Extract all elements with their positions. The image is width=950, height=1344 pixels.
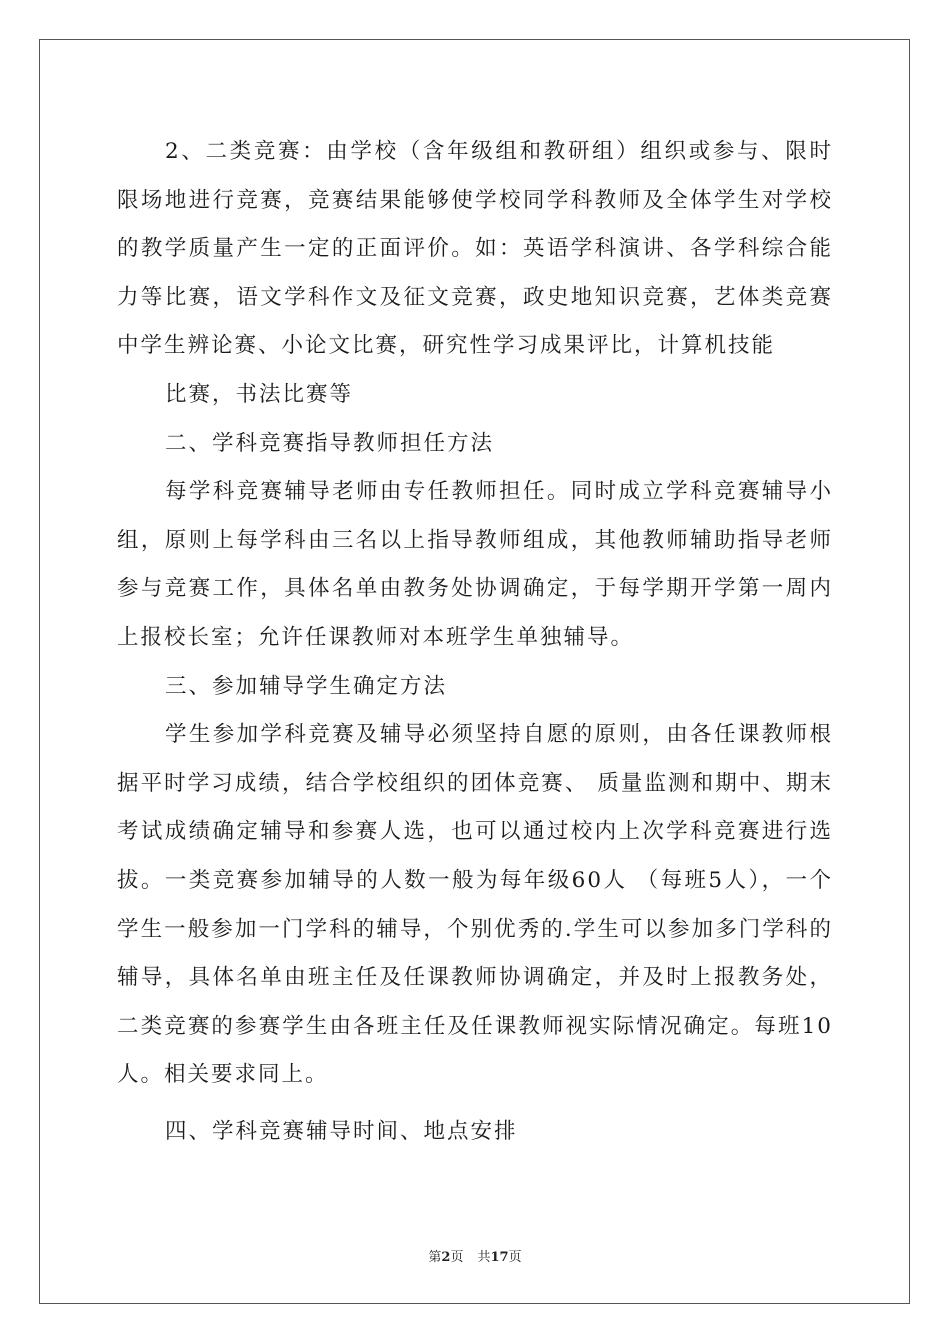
document-body — [117, 128, 833, 1156]
paragraph-student-selection: 学生参加学科竞赛及辅导必须坚持自愿的原则，由各任课教师根据平时学习成绩，结合学校组织的团体竞赛、 质量监测和期中、期末考试成绩确定辅导和参赛人选，也可以通过校内上次学科竞赛进行选拔。一类竞赛参加辅导的人数一般为每年级60人 （每班5人），一个学生一般参加一门学科的辅导，个别优秀的.学生可以参加多门学科的辅导，具体名单由班主任及任课教师协调确定，并及时上报教务处，二类竞赛的参赛学生由各班主任及任课教师视实际情况确定。每班10人。相关要求同上。 — [117, 722, 833, 1088]
total-pages: 17 — [490, 1250, 509, 1265]
page-footer — [0, 1246, 950, 1265]
paragraph-advisor-assignment: 每学科竞赛辅导老师由专任教师担任。同时成立学科竞赛辅导小组，原则上每学科由三名以上指导教师组成，其他教师辅助指导老师参与竞赛工作，具体名单由教务处协调确定，于每学期开学第一周内上报校长室；允许任课教师对本班学生单独辅导。 — [117, 479, 833, 650]
paragraph-competition-type-2: 2、二类竞赛：由学校（含年级组和教研组）组织或参与、限时限场地进行竞赛，竞赛结果能够使学校同学科教师及全体学生对学校的教学质量产生一定的正面评价。如：英语学科演讲、各学科综合能力等比赛，语文学科作文及征文竞赛，政史地知识竞赛，艺体类竞赛中学生辨论赛、小论文比赛，研究性学习成果评比，计算机技能 — [117, 139, 833, 359]
total-suffix: 页 — [508, 1250, 522, 1265]
total-prefix: 共 — [477, 1250, 491, 1265]
page-prefix: 第 — [428, 1250, 442, 1265]
page-number: 2 — [441, 1250, 451, 1265]
heading-section-3: 三、参加辅导学生确定方法 — [165, 673, 448, 699]
paragraph-continuation: 比赛，书法比赛等 — [165, 381, 354, 407]
heading-section-4: 四、学科竞赛辅导时间、地点安排 — [165, 1118, 518, 1144]
page-suffix: 页 — [450, 1250, 464, 1265]
heading-section-2: 二、学科竞赛指导教师担任方法 — [165, 430, 495, 456]
